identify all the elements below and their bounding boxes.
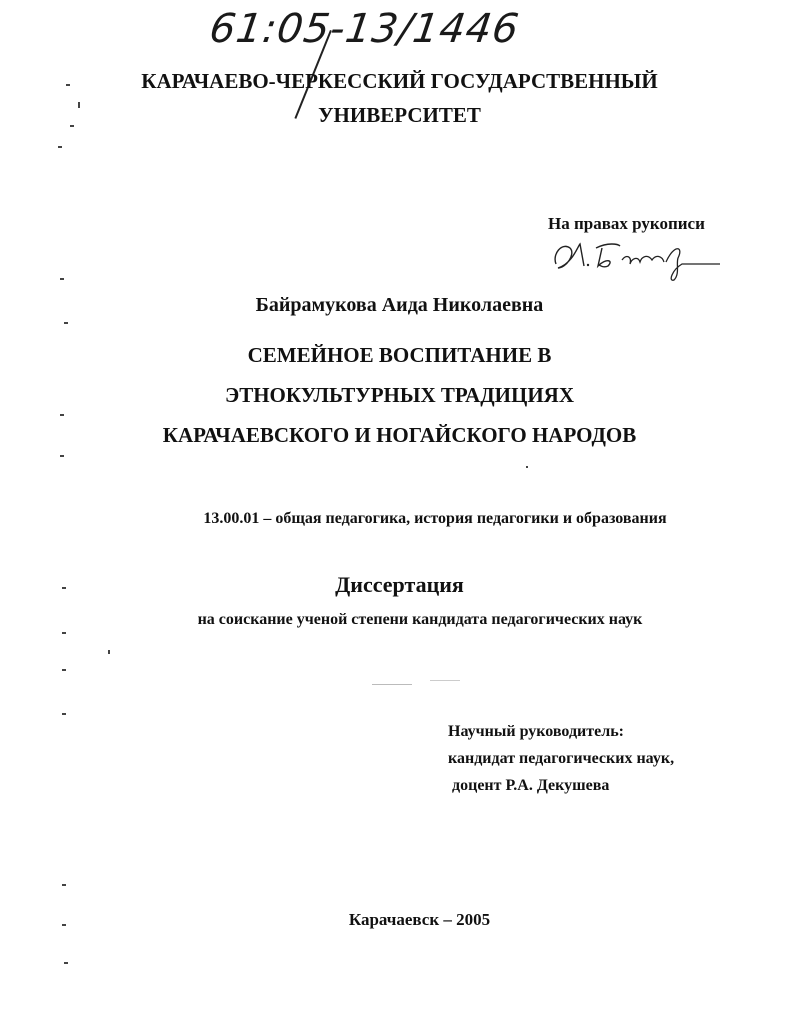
scan-speck [64, 962, 68, 964]
scan-speck [78, 102, 80, 108]
scan-speck [62, 669, 66, 671]
scan-speck [60, 414, 64, 416]
signature-image [548, 234, 723, 284]
work-type: Диссертация [335, 572, 464, 597]
manuscript-note: На правах рукописи [548, 214, 705, 233]
city-year: Карачаевск – 2005 [348, 910, 491, 929]
university-name-line2: УНИВЕРСИТЕТ [318, 103, 481, 127]
scan-speck [430, 680, 460, 681]
archive-stamp: 61:05-13/1446 [206, 6, 523, 52]
scan-speck [108, 650, 110, 654]
title-line3: КАРАЧАЕВСКОГО И НОГАЙСКОГО НАРОДОВ [162, 423, 637, 447]
advisor-label: Научный руководитель: [448, 723, 624, 740]
degree-line: на соискание ученой степени кандидата педагогических наук [197, 611, 643, 628]
scan-speck [62, 884, 66, 886]
scan-speck [62, 587, 66, 589]
university-name-line1: КАРАЧАЕВО-ЧЕРКЕССКИЙ ГОСУДАРСТВЕННЫЙ [141, 69, 658, 93]
advisor-name: доцент Р.А. Декушева [452, 777, 610, 794]
scan-speck [66, 84, 70, 86]
advisor-degree: кандидат педагогических наук, [448, 750, 675, 767]
scan-speck [62, 713, 66, 715]
scan-speck [62, 924, 66, 926]
author-name: Байрамукова Аида Николаевна [255, 294, 544, 316]
scan-speck [64, 322, 68, 324]
scan-speck [60, 278, 64, 280]
title-line1: СЕМЕЙНОЕ ВОСПИТАНИЕ В [247, 343, 552, 367]
title-line2: ЭТНОКУЛЬТУРНЫХ ТРАДИЦИЯХ [224, 383, 575, 407]
scan-speck [70, 125, 74, 127]
scan-speck [60, 455, 64, 457]
scan-speck [372, 684, 412, 685]
scan-speck [526, 466, 528, 468]
scan-speck [62, 632, 66, 634]
specialty-code: 13.00.01 – общая педагогика, история педагогики и образования [203, 510, 667, 527]
scan-speck [58, 146, 62, 148]
